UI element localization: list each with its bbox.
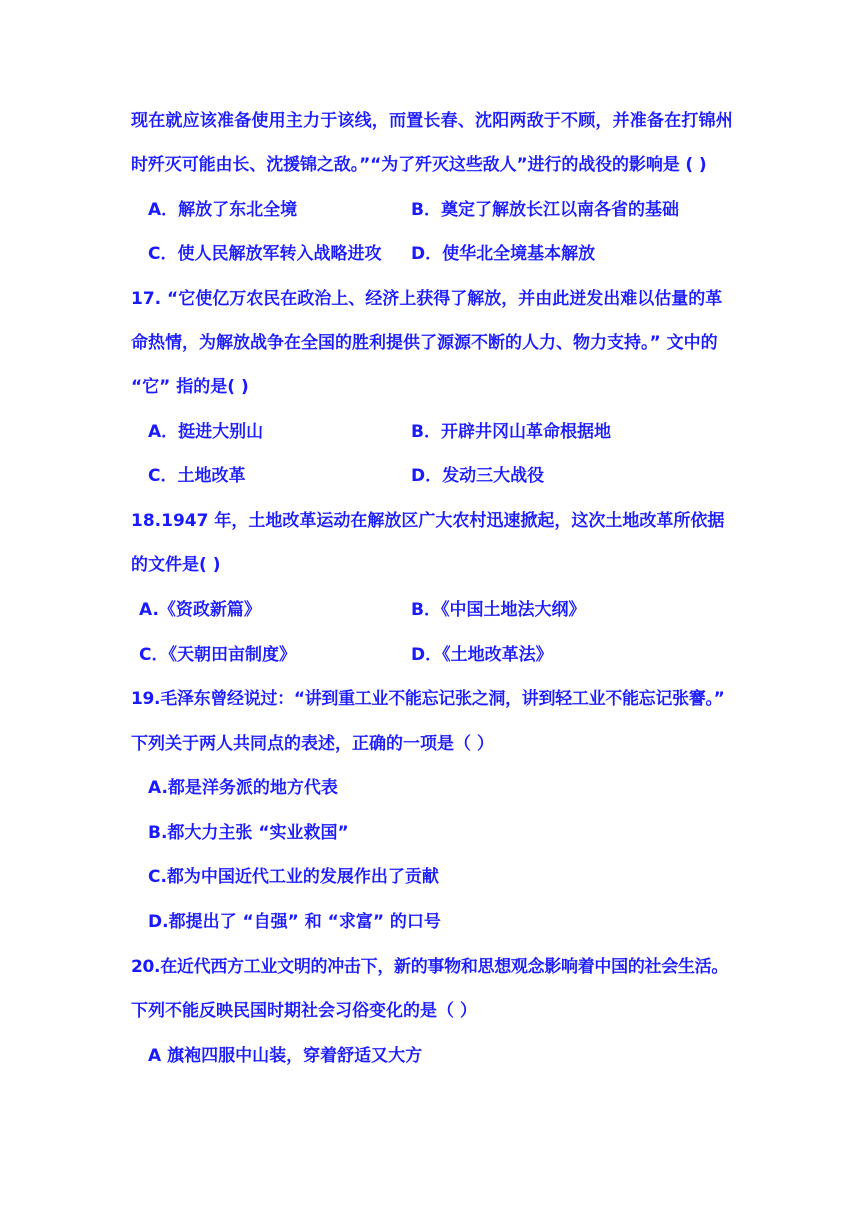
q17-option-c: C．土地改革 [148, 466, 246, 486]
q18-option-b: B．《中国土地法大纲》 [411, 600, 586, 620]
q20-text-line-1: 20.在近代西方工业文明的冲击下，新的事物和思想观念影响着中国的社会生活。 [131, 957, 729, 977]
q16-text-line-1: 现在就应该准备使用主力于该线，而置长春、沈阳两敌于不顾，并准备在打锦州 [131, 111, 733, 131]
q16-text-line-2: 时歼灭可能由长、沈援锦之敌。”“为了歼灭这些敌人”进行的战役的影响是 ( ) [131, 155, 707, 175]
q17-option-a: A．挺进大别山 [148, 422, 264, 442]
q19-option-a: A.都是洋务派的地方代表 [148, 778, 338, 798]
q20-text-line-2: 下列不能反映民国时期社会习俗变化的是（ ） [131, 1001, 477, 1021]
q17-option-b: B．开辟井冈山革命根据地 [411, 422, 611, 442]
q19-option-b: B.都大力主张 “实业救国” [148, 823, 349, 843]
q18-option-a: A.《资政新篇》 [139, 600, 261, 620]
q16-option-a: A．解放了东北全境 [148, 200, 298, 220]
q19-text-line-1: 19.毛泽东曾经说过：“讲到重工业不能忘记张之洞，讲到轻工业不能忘记张謇。” [131, 689, 725, 709]
q19-text-line-2: 下列关于两人共同点的表述，正确的一项是（ ） [131, 734, 494, 754]
q20-option-a: A 旗袍四服中山装，穿着舒适又大方 [148, 1046, 423, 1066]
q19-option-c: C.都为中国近代工业的发展作出了贡献 [148, 867, 439, 887]
q16-option-c: C．使人民解放军转入战略进攻 [148, 244, 382, 264]
q16-option-b: B．奠定了解放长江以南各省的基础 [411, 200, 679, 220]
q18-text-line-1: 18.1947 年，土地改革运动在解放区广大农村迅速掀起，这次土地改革所依据 [131, 511, 725, 531]
q18-option-c: C．《天朝田亩制度》 [139, 645, 296, 665]
q17-text-line-1: 17. “它使亿万农民在政治上、经济上获得了解放，并由此迸发出难以估量的革 [131, 289, 723, 309]
q16-option-d: D．使华北全境基本解放 [411, 244, 596, 264]
q17-text-line-3: “它” 指的是( ) [131, 377, 249, 397]
q17-text-line-2: 命热情，为解放战争在全国的胜利提供了源源不断的人力、物力支持。” 文中的 [131, 333, 718, 353]
q17-option-d: D．发动三大战役 [411, 466, 545, 486]
q19-option-d: D.都提出了 “自强” 和 “求富” 的口号 [148, 912, 441, 932]
q18-text-line-2: 的文件是( ) [131, 555, 221, 575]
q18-option-d: D．《土地改革法》 [411, 645, 553, 665]
